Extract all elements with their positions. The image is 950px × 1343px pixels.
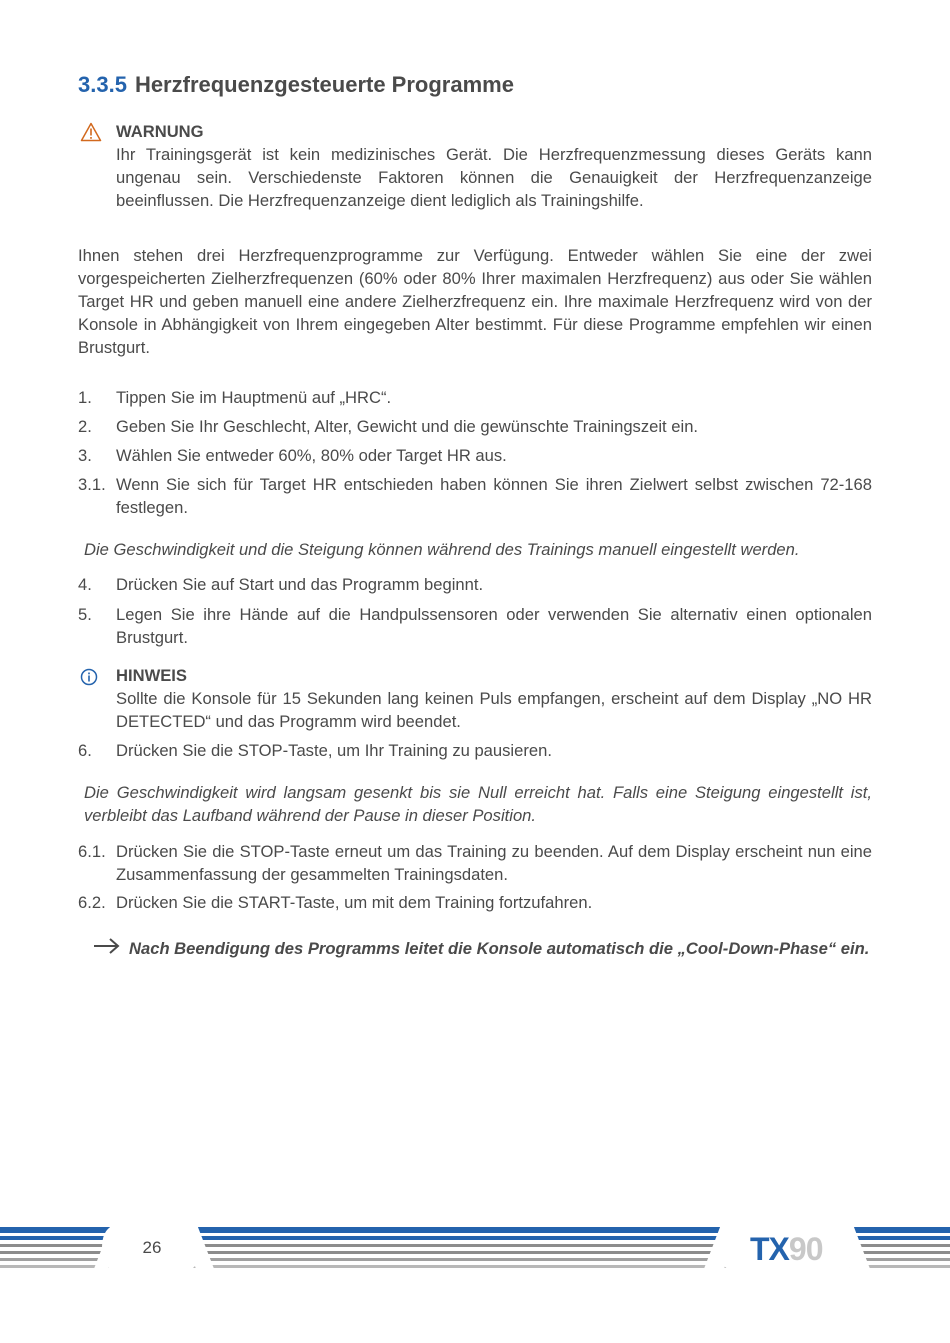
hint-icon-wrap <box>80 668 98 686</box>
list-item <box>78 603 872 649</box>
list-number: 6. <box>78 741 92 760</box>
list-item <box>78 444 872 467</box>
list-text: Wenn Sie sich für Target HR entschieden haben können Sie ihren Zielwert selbst zwischen 72-168 festlegen. <box>116 475 872 517</box>
list-number: 2. <box>78 417 92 436</box>
arrow-right-icon <box>92 934 122 958</box>
list-item <box>78 891 872 914</box>
list-item <box>78 739 872 762</box>
list-item <box>78 840 872 886</box>
list-text: Drücken Sie die STOP-Taste, um Ihr Training zu pausieren. <box>116 741 552 760</box>
list-number: 4. <box>78 575 92 594</box>
warning-icon-wrap <box>80 122 102 142</box>
list-number: 1. <box>78 388 92 407</box>
list-item <box>78 415 872 438</box>
list-text: Legen Sie ihre Hände auf die Handpulssensoren oder verwenden Sie alternativ einen optionalen Brustgurt. <box>116 605 872 647</box>
list-number: 5. <box>78 605 92 624</box>
list-item <box>78 386 872 409</box>
list-text: Drücken Sie die START-Taste, um mit dem Training fortzufahren. <box>116 893 593 912</box>
page-number: 26 <box>142 1238 162 1257</box>
list-number: 3.1. <box>78 475 106 494</box>
list-number: 3. <box>78 446 92 465</box>
list-text: Drücken Sie auf Start und das Programm beginnt. <box>116 575 484 594</box>
list-item <box>78 573 872 596</box>
info-circle-icon <box>80 668 98 686</box>
section-title: Herzfrequenzgesteuerte Programme <box>134 72 514 97</box>
list-text: Drücken Sie die STOP-Taste erneut um das Training zu beenden. Auf dem Display erscheint nun eine Zusammenfassung der gesammelten Trainingsdaten. <box>116 842 872 884</box>
list-number: 6.1. <box>78 842 106 861</box>
list-item <box>78 473 872 519</box>
brand-logo-number: 90 <box>788 1231 823 1267</box>
list-number: 6.2. <box>78 893 106 912</box>
hint-heading: HINWEIS <box>116 666 187 685</box>
list-text: Tippen Sie im Hauptmenü auf „HRC“. <box>116 388 392 407</box>
hint-text: Sollte die Konsole für 15 Sekunden lang keinen Puls empfangen, erscheint auf dem Display „NO HR DETECTED“ und das Programm wird beendet. <box>116 689 872 731</box>
warning-text: Ihr Trainingsgerät ist kein medizinisches Gerät. Die Herzfrequenzmessung dieses Geräts kann ungenau sein. Verschiedenste Faktoren können die Genauigkeit der Herzfrequenzanzeige beeinflussen. Die Herzfrequenzanzeige dient lediglich als Trainingshilfe. <box>116 145 872 210</box>
warning-heading: WARNUNG <box>116 122 204 141</box>
intro-paragraph: Ihnen stehen drei Herzfrequenzprogramme zur Verfügung. Entweder wählen Sie eine der zwei vorgespeicherten Zielherzfrequenzen (60% oder 80% Ihrer maximalen Herzfrequenz) aus oder Sie wählen Target HR und geben manuell eine andere Zielherzfrequenz ein. Ihre maximale Herzfrequenz wird von der Konsole in Abhängigkeit von Ihrem eingegeben Alter bestimmt. Für diese Programme empfehlen wir einen Brustgurt. <box>78 246 872 357</box>
list-text: Geben Sie Ihr Geschlecht, Alter, Gewicht und die gewünschte Trainingszeit ein. <box>116 417 699 436</box>
section-heading <box>78 72 514 98</box>
italic-note: Die Geschwindigkeit wird langsam gesenkt bis sie Null erreicht hat. Falls eine Steigung eingestellt ist, verbleibt das Laufband während der Pause in dieser Position. <box>84 783 872 825</box>
list-text: Wählen Sie entweder 60%, 80% oder Target HR aus. <box>116 446 507 465</box>
arrow-icon-wrap <box>92 934 122 958</box>
brand-logo <box>750 1231 822 1268</box>
italic-note: Die Geschwindigkeit und die Steigung können während des Trainings manuell eingestellt werden. <box>84 540 800 559</box>
section-number: 3.3.5 <box>78 72 127 97</box>
brand-logo-tx: TX <box>750 1231 789 1267</box>
arrow-note: Nach Beendigung des Programms leitet die Konsole automatisch die „Cool-Down-Phase“ ein. <box>129 939 870 958</box>
warning-triangle-icon <box>80 122 102 142</box>
